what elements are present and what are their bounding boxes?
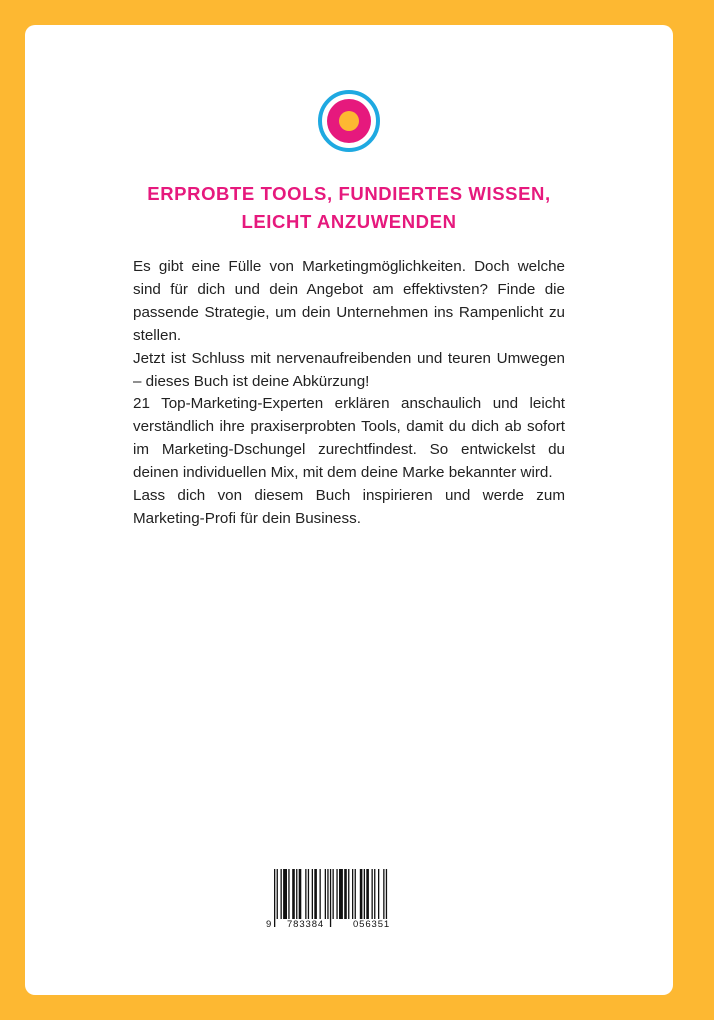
barcode-bar	[308, 869, 309, 919]
barcode-bar	[378, 869, 379, 919]
barcode-bar	[360, 869, 363, 919]
barcode-bar	[336, 869, 337, 919]
barcode-bar	[366, 869, 369, 919]
back-cover-card	[25, 25, 673, 995]
headline-line-2: LEICHT ANZUWENDEN	[241, 211, 457, 232]
barcode-digits-right: 056351	[353, 919, 391, 930]
barcode-bar	[339, 869, 343, 919]
barcode-bar	[288, 869, 289, 919]
isbn-barcode	[266, 869, 416, 929]
barcode-digits-left: 783384	[287, 919, 325, 930]
target-icon	[317, 89, 381, 153]
blurb-paragraph-2: Jetzt ist Schluss mit nervenaufreibenden und teuren Umwegen – dieses Buch ist deine Abkürzung!	[133, 349, 565, 390]
barcode-bar	[314, 869, 317, 919]
blurb-paragraph-4: Lass dich von diesem Buch inspirieren und werde zum Marketing-Profi für dein Business.	[133, 487, 565, 527]
blurb-text	[133, 256, 565, 531]
barcode-bar	[281, 869, 282, 919]
barcode-bar	[320, 869, 321, 919]
barcode-bar	[383, 869, 384, 919]
barcode-bar	[364, 869, 365, 919]
barcode-bar	[330, 869, 331, 927]
barcode-bar	[274, 869, 275, 927]
barcode-bar	[312, 869, 313, 919]
headline-line-1: ERPROBTE TOOLS, FUNDIERTES WISSEN,	[147, 183, 551, 204]
barcode-bar	[299, 869, 302, 919]
barcode-bar	[292, 869, 295, 919]
barcode-bar	[333, 869, 334, 919]
barcode-bar	[352, 869, 353, 919]
barcode-bar	[372, 869, 373, 919]
barcode-digit-first: 9	[266, 919, 273, 930]
barcode-bar	[325, 869, 326, 919]
barcode-bar	[296, 869, 297, 919]
barcode-bar	[355, 869, 356, 919]
barcode-bar	[305, 869, 306, 919]
barcode-bar	[283, 869, 287, 919]
blurb-paragraph-1: Es gibt eine Fülle von Marketingmöglichkeiten. Doch welche sind für dich und dein Angebot am effektivsten? Finde die passende Strategie, um dein Unternehmen ins Rampenlicht zu stellen.	[133, 258, 565, 344]
barcode-bar	[348, 869, 349, 919]
barcode-bar	[277, 869, 278, 919]
headline	[25, 180, 673, 236]
blurb-paragraph-3: 21 Top-Marketing-Experten erklären anschaulich und leicht verständlich ihre praxiserprobten Tools, damit du dich ab sofort im Marketing-Dschungel zurechtfindest. So entwickelst du deinen individuellen Mix, mit dem deine Marke bekannter wird.	[133, 395, 565, 482]
barcode-bar	[374, 869, 375, 919]
barcode-bar	[344, 869, 347, 919]
barcode-bar	[327, 869, 328, 919]
